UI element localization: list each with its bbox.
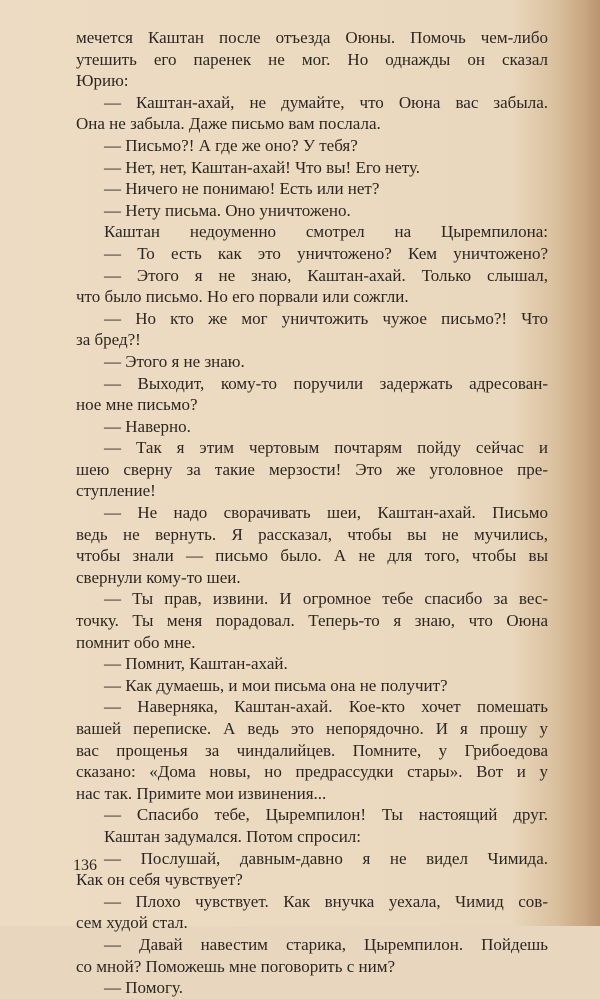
text-line: нас так. Примите мои извинения... [76, 783, 327, 803]
text-line: ное мне письмо? [76, 395, 198, 415]
text-line: со мной? Поможешь мне поговорить с ним? [76, 956, 396, 976]
text-line: — Помогу. [104, 978, 183, 998]
text-line: — Этого я не знаю, Каштан-ахай. Только слышал, [104, 265, 548, 285]
text-line: Она не забыла. Даже письмо вам послала. [76, 114, 381, 134]
text-line: свернули кому-то шеи. [76, 567, 241, 587]
page-body-text [76, 27, 548, 999]
text-line: — Наверняка, Каштан-ахай. Кое-кто хочет помешать [104, 697, 548, 717]
text-line: — Ничего не понимаю! Есть или нет? [104, 179, 380, 199]
text-line: — Нет, нет, Каштан-ахай! Что вы! Его нету. [104, 157, 421, 177]
text-line: утешить его паренек не мог. Но однажды он сказал [76, 49, 548, 69]
text-line: Каштан недоуменно смотрел на Цыремпилона: [104, 222, 548, 242]
text-line: — Но кто же мог уничтожить чужое письмо?! Что [104, 308, 548, 328]
text-line: вас прощенья за чиндалийцев. Помните, у Грибоедова [76, 740, 548, 760]
text-line: за бред?! [76, 330, 141, 350]
text-line: — Ты прав, извини. И огромное тебе спасибо за вес- [104, 589, 548, 609]
text-line: Юрию: [76, 71, 129, 91]
text-line: что было письмо. Но его порвали или сожгли. [76, 287, 409, 307]
text-line: — Письмо?! А где же оно? У тебя? [104, 135, 358, 155]
text-line: Как он себя чувствует? [76, 870, 243, 890]
text-line: — Этого я не знаю. [104, 351, 245, 371]
text-line: помнит обо мне. [76, 632, 196, 652]
text-line: — Плохо чувствует. Как внучка уехала, Чимид сов- [104, 891, 548, 911]
text-line: — Как думаешь, и мои письма она не получит? [104, 675, 448, 695]
text-line: сказано: «Дома новы, но предрассудки стары». Вот и у [76, 762, 548, 782]
text-line: шею сверну за такие мерзости! Это же уголовное пре- [76, 459, 548, 479]
page-number: 136 [73, 857, 97, 874]
text-line: вашей переписке. А ведь это непорядочно. И я прошу у [76, 719, 548, 738]
text-line: чтобы знали — письмо было. А не для того, чтобы вы [76, 546, 548, 566]
text-line: — Наверно. [104, 416, 191, 436]
text-line: ступление! [76, 481, 156, 501]
text-line: — Давай навестим старика, Цыремпилон. Пойдешь [104, 934, 548, 954]
text-line: — Так я этим чертовым почтарям пойду сейчас и [104, 438, 548, 458]
text-line: — Послушай, давным-давно я не видел Чимида. [104, 848, 548, 868]
text-line: — Не надо сворачивать шеи, Каштан-ахай. Письмо [104, 503, 548, 523]
text-line: мечется Каштан после отъезда Оюны. Помочь чем-либо [76, 28, 548, 47]
text-line: — То есть как это уничтожено? Кем уничтожено? [104, 243, 548, 263]
page-edge-shadow [560, 0, 600, 926]
text-line: ведь не вернуть. Я рассказал, чтобы вы не мучились, [76, 524, 548, 544]
text-line: — Нету письма. Оно уничтожено. [104, 200, 351, 220]
text-line: Каштан задумался. Потом спросил: [104, 826, 362, 846]
text-line: — Помнит, Каштан-ахай. [104, 654, 288, 674]
text-line: точку. Ты меня порадовал. Теперь-то я знаю, что Оюна [76, 611, 548, 631]
text-line: — Спасибо тебе, Цыремпилон! Ты настоящий друг. [104, 805, 548, 825]
text-line: — Выходит, кому-то поручили задержать адресован- [104, 373, 548, 393]
text-line: — Каштан-ахай, не думайте, что Оюна вас забыла. [104, 92, 548, 112]
text-line: сем худой стал. [76, 913, 188, 933]
